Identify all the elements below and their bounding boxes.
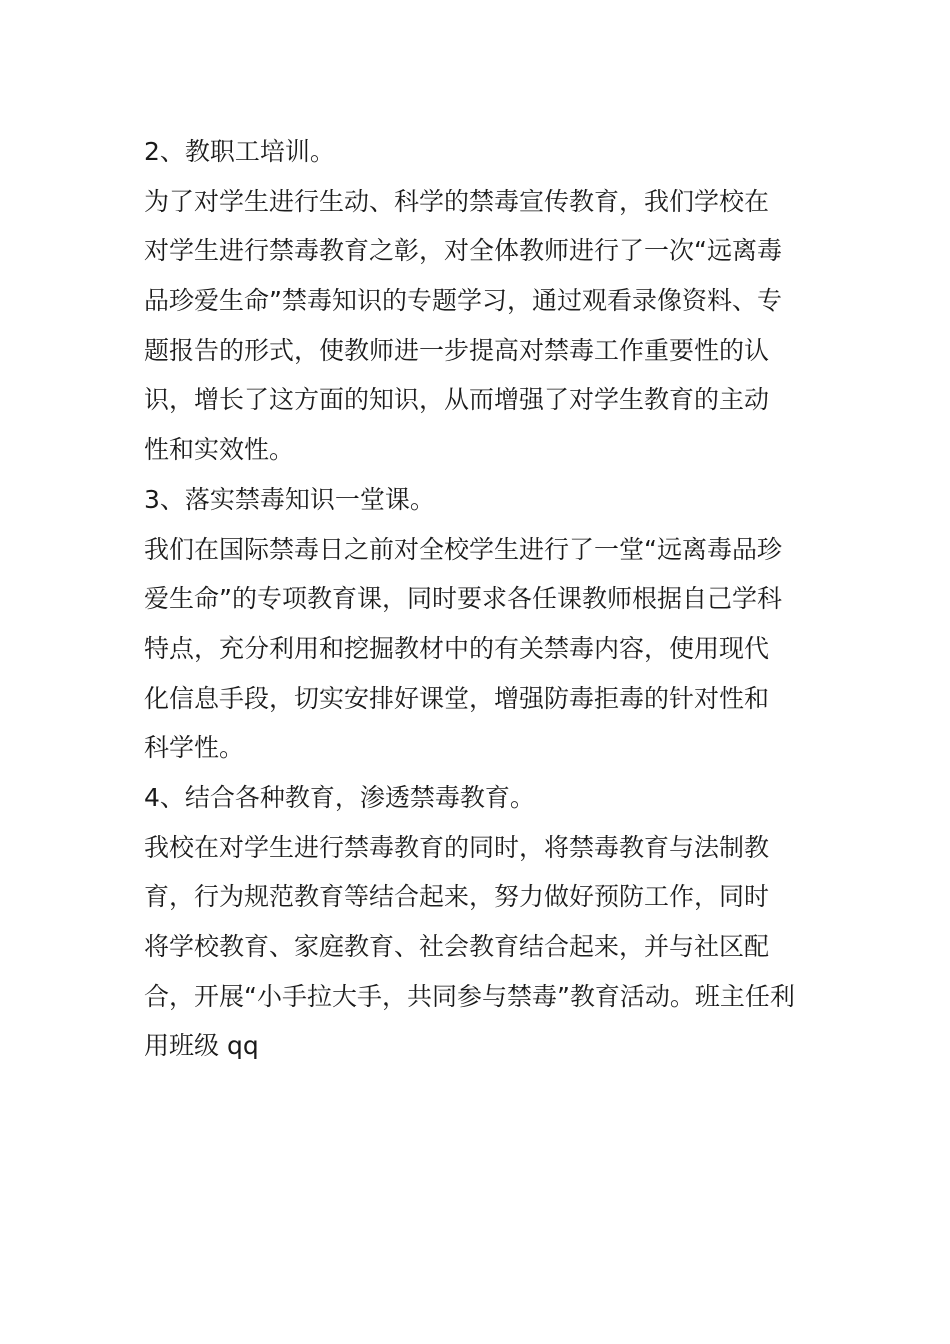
paragraph-line: 题报告的形式，使教师进一步提高对禁毒工作重要性的认	[144, 335, 770, 365]
section-heading-4: 4、结合各种教育，渗透禁毒教育。	[144, 782, 535, 812]
paragraph-line: 爱生命”的专项教育课，同时要求各任课教师根据自己学科	[144, 584, 782, 614]
paragraph-line: 用班级 qq	[144, 1031, 259, 1061]
paragraph-line: 对学生进行禁毒教育之彰，对全体教师进行了一次“远离毒	[144, 236, 782, 266]
document-body	[144, 127, 814, 1071]
paragraph-line: 性和实效性。	[144, 435, 295, 465]
paragraph-line: 我校在对学生进行禁毒教育的同时，将禁毒教育与法制教	[144, 832, 770, 862]
section-heading-3: 3、落实禁毒知识一堂课。	[144, 484, 435, 514]
section-heading-2: 2、教职工培训。	[144, 137, 335, 166]
paragraph-line: 将学校教育、家庭教育、社会教育结合起来，并与社区配	[144, 932, 770, 961]
paragraph-line: 化信息手段，切实安排好课堂，增强防毒拒毒的针对性和	[144, 683, 770, 713]
paragraph-line: 科学性。	[144, 733, 245, 763]
paragraph-line: 为了对学生进行生动、科学的禁毒宣传教育，我们学校在	[144, 186, 770, 216]
paragraph-line: 合，开展“小手拉大手，共同参与禁毒”教育活动。班主任利	[144, 981, 795, 1011]
paragraph-line: 育，行为规范教育等结合起来，努力做好预防工作，同时	[144, 882, 770, 912]
paragraph-line: 识，增长了这方面的知识，从而增强了对学生教育的主动	[144, 385, 770, 415]
paragraph-line: 品珍爱生命”禁毒知识的专题学习，通过观看录像资料、专	[144, 286, 782, 316]
paragraph-line: 我们在国际禁毒日之前对全校学生进行了一堂“远离毒品珍	[144, 534, 782, 564]
paragraph-line: 特点，充分利用和挖掘教材中的有关禁毒内容，使用现代	[144, 633, 770, 663]
